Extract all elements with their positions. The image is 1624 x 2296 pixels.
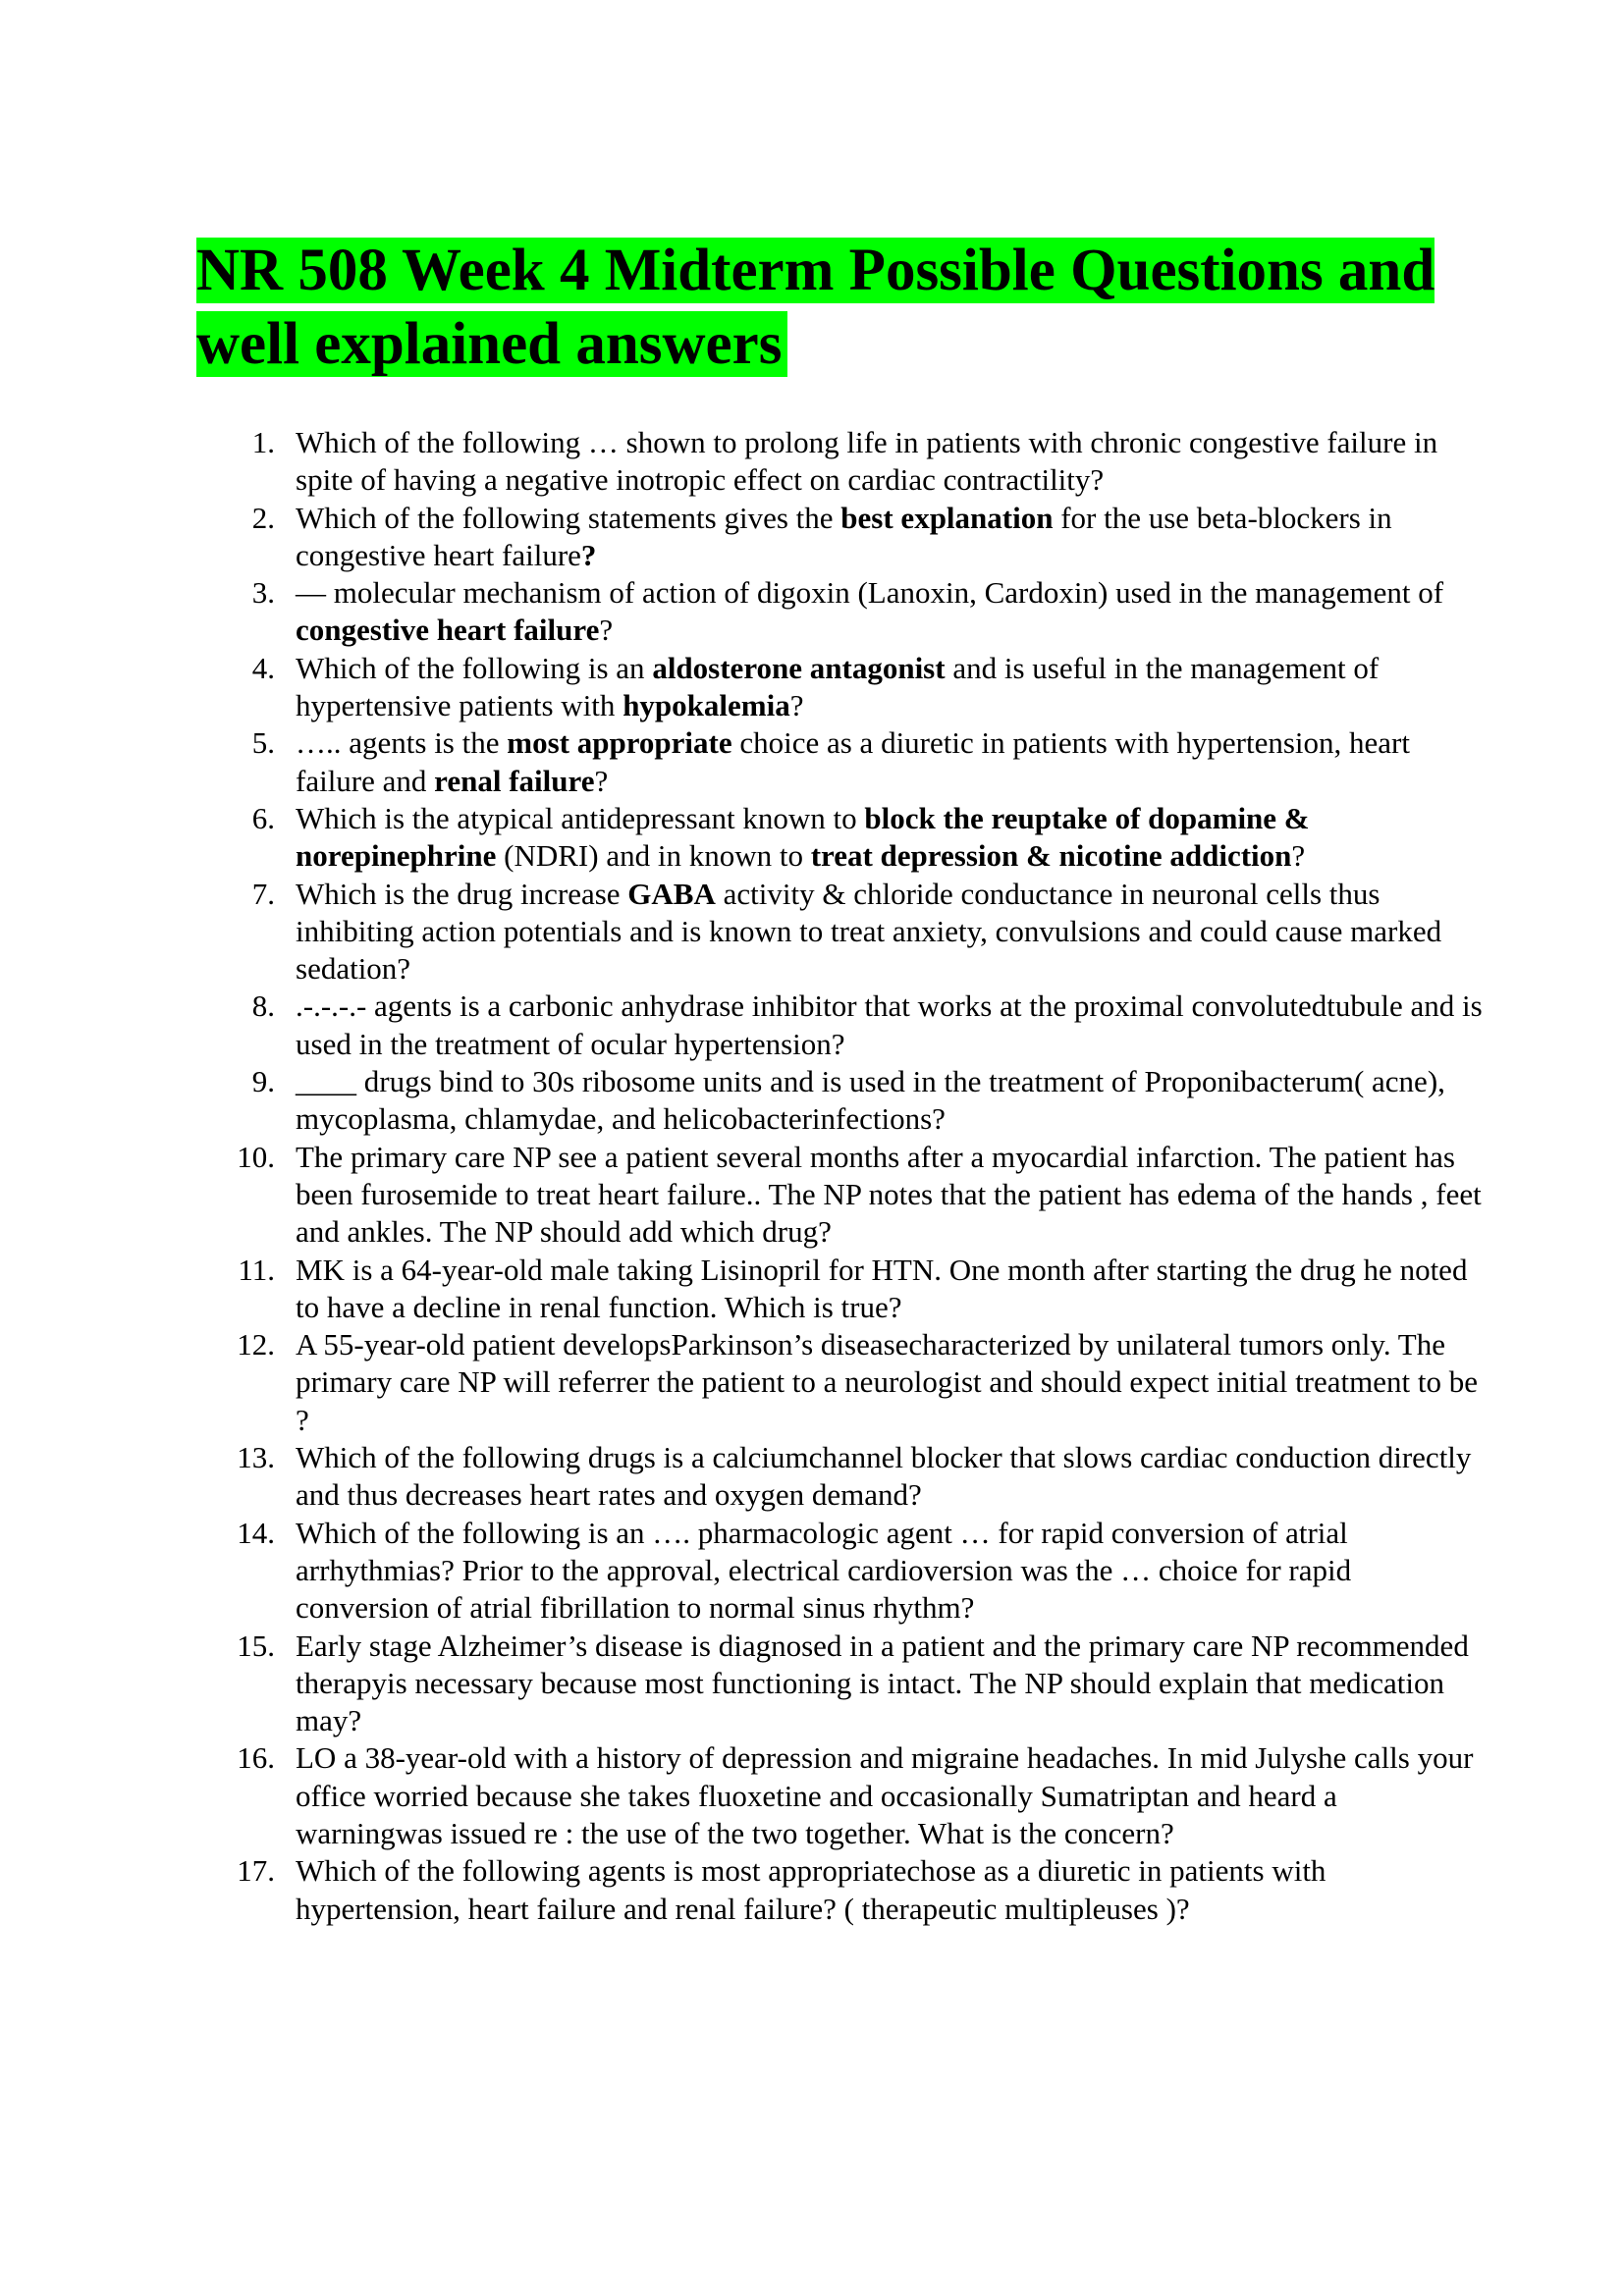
question-number: 8. — [251, 988, 275, 1024]
question-text-emphasis: block the reuptake of dopamine & norepinephrine — [296, 800, 1310, 874]
question-text-emphasis: renal failure — [434, 763, 595, 798]
question-item — [196, 1063, 1483, 1139]
question-text — [296, 877, 1441, 987]
question-item — [196, 1252, 1483, 1327]
question-text-segment: Which of the following agents is most appropriatechose as a diuretic in patients with hypertension, heart failure and renal failure? ( therapeutic multipleuses )? — [296, 1853, 1326, 1926]
question-text-emphasis: aldosterone antagonist — [652, 650, 946, 685]
question-number: 17. — [237, 1853, 275, 1889]
question-text — [296, 988, 1483, 1060]
question-text-segment: .-.-.-.- agents is a carbonic anhydrase inhibitor that works at the proximal convolutedtubule and is used in the treatment of ocular hypertension? — [296, 988, 1483, 1061]
question-text — [296, 1629, 1469, 1738]
question-item — [196, 1852, 1483, 1928]
question-number: 15. — [237, 1628, 275, 1663]
question-number: 12. — [237, 1327, 275, 1362]
question-item — [196, 1628, 1483, 1740]
question-text — [296, 501, 1392, 572]
question-text — [296, 1253, 1467, 1324]
question-text — [296, 1440, 1471, 1512]
document-title — [196, 234, 1453, 381]
question-text — [296, 725, 1410, 797]
question-item — [196, 1139, 1483, 1252]
question-text-segment: Which is the atypical antidepressant known to — [296, 800, 865, 835]
question-number: 16. — [237, 1740, 275, 1776]
question-text-segment: Which of the following drugs is a calciumchannel blocker that slows cardiac conduction directly and thus decreases heart rates and oxygen demand? — [296, 1440, 1472, 1513]
question-number: 2. — [251, 500, 275, 535]
question-item — [196, 1326, 1483, 1439]
question-number: 7. — [251, 876, 275, 911]
question-text-emphasis: hypokalemia — [623, 688, 790, 723]
question-text-segment: ? — [1291, 838, 1306, 874]
question-text — [296, 1140, 1482, 1250]
question-text-segment: ? — [599, 613, 614, 648]
question-text-segment: (NDRI) and in known to — [496, 838, 811, 874]
question-text — [296, 1327, 1478, 1437]
title-highlight: NR 508 Week 4 Midterm Possible Questions and well explained answers — [196, 238, 1435, 377]
question-number: 6. — [251, 800, 275, 835]
question-item — [196, 650, 1483, 725]
question-text — [296, 425, 1437, 497]
question-text-segment: ? — [789, 688, 804, 723]
question-text — [296, 1740, 1473, 1850]
question-number: 5. — [251, 725, 275, 761]
question-text-segment: A 55-year-old patient developsParkinson’s diseasecharacterized by unilateral tumors only. The primary care NP will referrer the patient to a neurologist and should expect initial treatment to be ? — [296, 1327, 1478, 1437]
question-number: 4. — [251, 650, 275, 685]
question-item — [196, 574, 1483, 650]
question-text-emphasis: best explanation — [840, 500, 1054, 535]
question-text-segment: LO a 38-year-old with a history of depression and migraine headaches. In mid Julyshe calls your office worried because she takes fluoxetine and occasionally Sumatriptan and heard a warningwas issued re : the use of the two together. What is the concern? — [296, 1740, 1474, 1850]
question-item — [196, 424, 1483, 500]
question-item — [196, 500, 1483, 575]
question-number: 11. — [238, 1252, 275, 1287]
question-text-segment: Early stage Alzheimer’s disease is diagnosed in a patient and the primary care NP recommended therapyis necessary because most functioning is intact. The NP should explain that medication may? — [296, 1628, 1469, 1738]
question-text-segment: activity & chloride conductance in neuronal cells thus inhibiting action potentials and is known to treat anxiety, convulsions and could cause marked sedation? — [296, 876, 1442, 987]
question-text-emphasis: congestive heart failure — [296, 613, 600, 648]
question-item — [196, 1515, 1483, 1628]
question-number: 9. — [251, 1064, 275, 1099]
question-text-emphasis: treat depression & nicotine addiction — [810, 838, 1292, 874]
question-text-segment: for the use beta-blockers in congestive heart failure — [296, 500, 1392, 572]
question-number: 3. — [251, 575, 275, 611]
question-text-segment: The primary care NP see a patient several months after a myocardial infarction. The patient has been furosemide to treat heart failure.. The NP notes that the patient has edema of the hands , feet and ankles. The NP should add which drug? — [296, 1139, 1482, 1250]
question-text-segment: Which of the following is an …. pharmacologic agent … for rapid conversion of atrial arrhythmias? Prior to the approval, electrical cardioversion was the … choice for rapid conversion of atrial fibrillation to normal sinus rhythm? — [296, 1515, 1352, 1626]
question-number: 14. — [237, 1515, 275, 1550]
question-text — [296, 1064, 1445, 1136]
question-text-segment: MK is a 64-year-old male taking Lisinopril for HTN. One month after starting the drug he noted to have a decline in renal function. Which is true? — [296, 1252, 1468, 1324]
question-text-segment: — molecular mechanism of action of digoxin (Lanoxin, Cardoxin) used in the management of — [296, 575, 1444, 611]
question-text — [296, 1516, 1351, 1626]
question-text-emphasis: most appropriate — [507, 725, 732, 761]
question-number: 10. — [237, 1139, 275, 1174]
question-text-emphasis: ? — [580, 537, 597, 572]
question-item — [196, 1739, 1483, 1852]
question-text-emphasis: GABA — [627, 876, 716, 911]
question-text-segment: choice as a diuretic in patients with hypertension, heart failure and — [296, 725, 1410, 798]
question-text — [296, 575, 1443, 647]
question-text-segment: Which of the following … shown to prolong life in patients with chronic congestive failure in spite of having a negative inotropic effect on cardiac contractility? — [296, 425, 1438, 498]
question-text-segment: ….. agents is the — [296, 725, 508, 761]
question-text-segment: and is useful in the management of hypertensive patients with — [296, 650, 1380, 723]
question-item — [196, 1439, 1483, 1515]
question-number: 13. — [237, 1440, 275, 1475]
question-item — [196, 800, 1483, 876]
question-text-segment: Which of the following is an — [296, 650, 653, 685]
question-list — [196, 424, 1483, 1928]
question-text — [296, 651, 1379, 722]
question-number: 1. — [251, 425, 275, 459]
question-text-segment: ____ drugs bind to 30s ribosome units and is used in the treatment of Proponibacterum( acne), mycoplasma, chlamydae, and helicobacterinfections? — [296, 1064, 1445, 1137]
question-text — [296, 801, 1310, 873]
question-text — [296, 1853, 1326, 1925]
question-text-segment: Which is the drug increase — [296, 876, 628, 911]
question-text-segment: Which of the following statements gives the — [296, 500, 841, 535]
question-item — [196, 876, 1483, 988]
question-text-segment: ? — [594, 763, 609, 798]
question-item — [196, 988, 1483, 1063]
question-item — [196, 724, 1483, 800]
